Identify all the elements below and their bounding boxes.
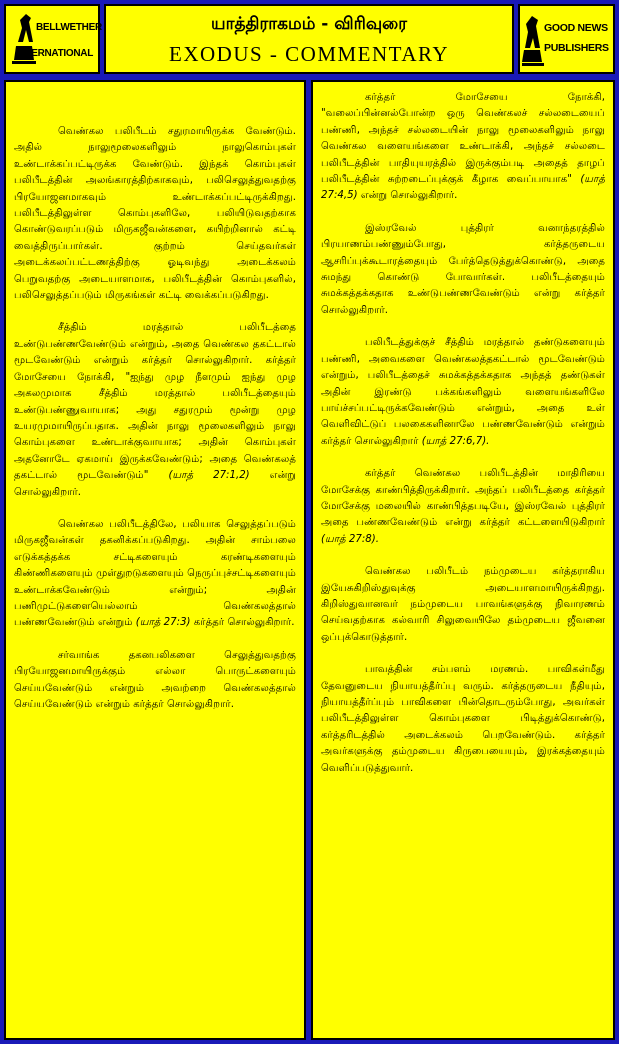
- page-title-tamil: யாத்திராகமம் - விரிவுரை: [211, 14, 407, 34]
- paragraph-text: வெண்கல பலிபீடம் சதுரமாயிருக்க வேண்டும். அதில் நாலுமூலைகளிலும் நாலுகொம்புகள் உண்டாக்கப்பட்டிருக்க வேண்டும். இந்தக் கொம்புகள் பலிபீடத்தின் அலங்காரத்திற்காகவும், பலிசெலுத்துவதற்கு பிரயோஜனமாகவும் உண்டாக்கப்பட்டிருக்கிறது. பலிபீடத்திலுள்ள கொம்புகளிலே, பலியிடுவதற்காக கொண்டுவரப்படும் மிருகஜீவன்களை, கயிற்றினால் கட்டி வைத்திருப்பார்கள். குற்றம் செய்தவர்கள் அடைக்கலப்பட்டணத்திற்கு ஓடிவந்து அடைக்கலம் பெறுவதற்கு அடையாளமாக, பலிபீடத்தின் கொம்புகளில், பலிசெலுத்தப்படும் மிருகங்கள் கட்டி வைக்கப்படுகிறது.: [14, 126, 296, 302]
- paragraph: [321, 335, 605, 450]
- right-column: [311, 80, 615, 1040]
- bellwether-logo: [4, 4, 100, 74]
- paragraph: [14, 124, 296, 304]
- paragraph: [321, 90, 605, 205]
- paragraph-text: இஸ்ரவேல் புத்திரர் வனாந்தரத்தில் பிரயாணம்பண்ணும்போது, கர்த்தருடைய ஆசரிப்புக்கூடாரத்தையும் பேர்த்தெடுத்துக்கொண்டு, அதை சுமந்து கொண்டு போவார்கள். பலிபீடத்தையும் சுமக்கத்தக்கதாக உண்டுபண்ணவேண்டும் என்று கர்த்தர் சொல்லுகிறார்.: [321, 222, 605, 316]
- paragraph-text: வெண்கல பலிபீடம் நம்முடைய கர்த்தராகிய இயேசுகிறிஸ்துவுக்கு அடையாளமாயிருக்கிறது. கிறிஸ்துவானவர் நம்முடைய பாவங்களுக்கு நிவாரணம் செய்வதற்காக கல்வாரி சிலுவையிலே தம்முடைய ஜீவனை ஒப்புக்கொடுத்தார்.: [321, 566, 605, 643]
- paragraph-text: சர்வாங்க தகனபலிகளை செலுத்துவதற்கு பிரயோஜனமாயிருக்கும் எல்லா பொருட்களையும் செய்யவேண்டும் என்றும் அவற்றை வெண்கலத்தால் செய்யவேண்டும் என்றும் கர்த்தர் சொல்லுகிறார்.: [14, 649, 296, 710]
- good-news-line2: PUBLISHERS: [544, 42, 609, 54]
- paragraph: [14, 320, 296, 500]
- paragraph-tail: கர்த்தர் சொல்லுகிறார்.: [190, 617, 295, 629]
- page-title-english: EXODUS - COMMENTARY: [169, 42, 449, 66]
- scripture-reference: (யாத் 27:1,2): [168, 470, 250, 482]
- paragraph-text: வெண்கல பலிபீடத்திலே, பலியாக செலுத்தப்படும் மிருகஜீவன்கள் தகனிக்கப்படுகிறது. அதின் சாம்பலை எடுக்கத்தக்க சட்டிகளையும் கரண்டிகளையும் கிண்ணிகளையும் முள்துறடுகளையும் நெருப்புச்சட்டிகளையும் உண்டாக்கவேண்டும் என்றும்; அதின் பணிமுட்டுகளையெல்லாம் வெண்கலத்தால் பண்ணவேண்டும் என்றும்: [14, 518, 296, 629]
- paragraph-text: சீத்திம் மரத்தால் பலிபீடத்தை உண்டுபண்ணவேண்டும் என்றும், அதை வெண்கல தகட்டால் மூடவேண்டும் என்றும் கர்த்தர் சொல்லுகிறார். கர்த்தர் மோசேயை நோக்கி, "ஐந்து முழ நீளமும் ஐந்து முழ அகலமுமாக சீத்திம் மரத்தால் பலிபீடத்தையும் உண்டுபண்ணுவாயாக; அது சதுரமும் மூன்று முழ உயரமுமாயிருப்பதாக. அதின் நாலு மூலைகளிலும் நாலு கொம்புகளை உண்டாக்குவாயாக; அதின் கொம்புகள் அதனோடே ஏகமாய் இருக்கவேண்டும்; அதை வெண்கலத் தகட்டால் மூடவேண்டும்": [14, 322, 296, 482]
- bellwether-line1: BELLWETHER: [36, 22, 102, 33]
- bellwether-emblem-icon: [6, 6, 98, 72]
- paragraph-text: கர்த்தர் வெண்கல பலிபீடத்தின் மாதிரியை மோசேக்கு காண்பித்திருக்கிறார். அந்தப் பலிபீடத்தை கர்த்தர் மோசேக்கு மலையில் காண்பித்தபடியே, இஸ்ரவேல் புத்திரர் அதை பண்ணவேண்டும் என்று கர்த்தர் கட்டளையிடுகிறார்: [321, 468, 605, 529]
- paragraph-text: பலிபீடத்துக்குச் சீத்திம் மரத்தால் தண்டுகளையும் பண்ணி, அவைகளை வெண்கலத்தகட்டால் மூடவேண்டும் என்றும், பலிபீடத்தைச் சுமக்கத்தக்கதாக அந்தத் தண்டுகள் அதின் இரண்டு பக்கங்களிலும் வளையங்களிலே பாய்ச்சப்பட்டிருக்கவேண்டும் என்றும், அதை உள் வெளிவிட்டுப் பலகைகளினாலே பண்ணவேண்டும் என்றும் கர்த்தர் சொல்லுகிறார்: [321, 337, 605, 447]
- paragraph: [321, 221, 605, 319]
- paragraph: [321, 662, 605, 777]
- left-column: [4, 80, 306, 1040]
- paragraph-text: கர்த்தர் மோசேயை நோக்கி, "வலைப்பின்னல்போன்ற ஒரு வெண்கலச் சல்லடையைப் பண்ணி, அந்தச் சல்லடையின் நாலு மூலைகளிலும் நாலு வெண்கல வளையங்களை உண்டாக்கி, அந்தச் சல்லடை பலிபீடத்தின் பாதியுயரத்தில் இருக்கும்படி அதைத் தாழப் பலிபீடத்தின் சுற்றடைப்புக்குக் கீழாக வைப்பாயாக": [321, 92, 605, 186]
- paragraph: [321, 564, 605, 646]
- paragraph: [14, 648, 296, 714]
- paragraph-text: பாவத்தின் சம்பளம் மரணம். பாவிகள்மீது தேவனுடைய நியாயத்தீர்ப்பு வரும். கர்த்தருடைய நீதியும், நியாயத்தீர்ப்பும் பாவிகளை பின்தொடரும்போது, அவர்கள் பலிபீடத்திலுள்ள கொம்புகளை பிடித்துக்கொண்டு, கர்த்தரிடத்தில் அடைக்கலம் பெறவேண்டும். கர்த்தர் அவர்களுக்கு தம்முடைய கிருபையையும், இரக்கத்தையும் வெளிப்படுத்துவார்.: [321, 664, 605, 774]
- paragraph-tail: என்று சொல்லுகிறார்.: [14, 470, 296, 498]
- scripture-reference: (யாத் 27:8).: [321, 533, 379, 545]
- scripture-reference: (யாத் 27:6,7).: [421, 435, 490, 447]
- page-header: [104, 4, 514, 74]
- good-news-logo: [518, 4, 615, 74]
- good-news-emblem-icon: [520, 6, 613, 72]
- good-news-line1: GOOD NEWS: [544, 22, 608, 34]
- paragraph: [321, 466, 605, 548]
- paragraph-tail: என்று சொல்லுகிறார்.: [357, 190, 458, 202]
- scripture-reference: (யாத் 27:4,5): [321, 174, 605, 202]
- bellwether-line2: INTERNATIONAL: [16, 48, 94, 59]
- scripture-reference: (யாத் 27:3): [135, 617, 191, 629]
- paragraph: [14, 517, 296, 632]
